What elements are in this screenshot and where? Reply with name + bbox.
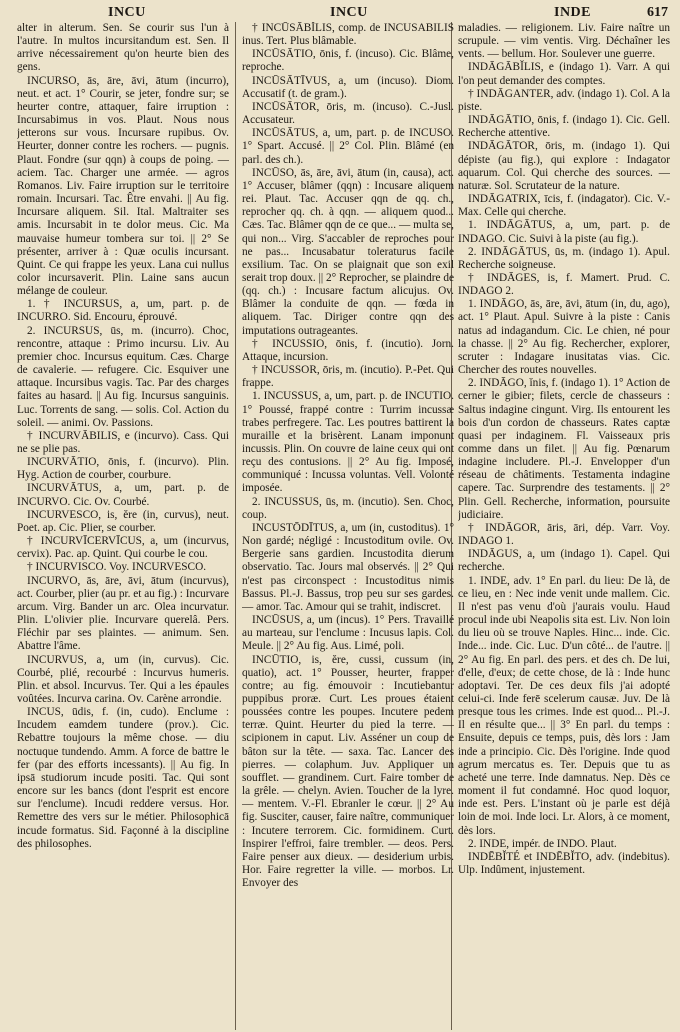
dictionary-entry: 2. INDĀGĀTUS, ūs, m. (indago 1). Apul. Recherche soigneuse. [458,245,670,271]
dictionary-entry: † INCURVĀBILIS, e (incurvo). Cass. Qui ne se plie pas. [17,429,229,455]
dictionary-entry: INCURVO, ās, āre, āvi, ātum (incurvus), act. Courber, plier (au pr. et au fig.) : Incurvare arcum. Virg. Bander un arc. Olea incurvatur. Plin. L'olivier plie. Incurvare querelâ. Pers. Fléchir par ses plaintes. — animum. Sen. Abattre l'âme. [17,574,229,653]
dictionary-entry: † INDĀGANTER, adv. (indago 1). Col. A la piste. [458,87,670,113]
dictionary-entry: maladies. — religionem. Liv. Faire naître un scrupule. — vim ventis. Virg. Déchaîner les vents. — bellum. Hor. Soulever une guerre. [458,22,670,61]
dictionary-entry: INCŪSUS, a, um (incus). 1° Pers. Travaillé au marteau, sur l'enclume : Incusus lapis. Col. Meule. || 2° Au fig. Aus. Limé, poli. [242,614,454,653]
dictionary-entry: 1. INDĀGĀTUS, a, um, part. p. de INDAGO. Cic. Suivi à la piste (au fig.). [458,219,670,245]
right-guide-word: INDE [554,5,592,20]
dictionary-entry: INCŪSĀTĪVUS, a, um (incuso). Diom. Accusatif (t. de gram.). [242,74,454,100]
dictionary-entry: INDĒBĬTÉ et INDĒBĬTO, adv. (indebitus). Ulp. Indûment, injustement. [458,850,670,876]
dictionary-entry: INDĀGATRIX, īcis, f. (indagator). Cic. V.-Max. Celle qui cherche. [458,193,670,219]
dictionary-entry: † INCURVISCO. Voy. INCURVESCO. [27,561,207,574]
dictionary-entry: 2. INDE, impér. de INDO. Plaut. [468,837,617,850]
dictionary-entry: INCŪSĀTIO, ōnis, f. (incuso). Cic. Blâme, reproche. [242,48,454,74]
column-center [242,22,454,1030]
dictionary-entry: INCŪTIO, is, ĕre, cussi, cussum (in, quatio), act. 1° Pousser, heurter, frapper contre; au fig. émouvoir : Incutiebantur puppibus proræ. Curt. Les proues étaient poussées contre les poupes. Incutere pedem terræ. Quint. Heurter du pied la terre. — scipionem in caput. Liv. Asséner un coup de bâton sur la tête. — saxa. Tac. Lancer des pierres. — colaphum. Juv. Appliquer un soufflet. — grandinem. Curt. Faire tomber de la grêle. — chelyn. Avien. Toucher de la lyre. — mentem. V.-Fl. Ebranler le cœur. || 2° Au fig. Susciter, causer, faire naître, communiquer : Incutere terrorem. Cic. formidinem. Curt. Inspirer l'effroi, faire trembler. — deos. Pers. Faire penser aux dieux. — desiderium urbis. Hor. Faire regretter la ville. — morbos. Lr. Envoyer des [242,653,454,890]
dictionary-entry: INCUSTŌDĪTUS, a, um (in, custoditus). 1° Non gardé; négligé : Incustoditum ovile. Ov. Bergerie sans gardien. Incustodita dierum observatio. Tac. Jours mal observés. || 2° Qui n'est pas circonspect : Incustoditus nimis Bassus. Pl.-J. Bassus, trop peu sur ses gardes. — amor. Tac. Amour qui se trahit, indiscret. [242,521,454,613]
column-right [458,22,670,1030]
dictionary-entry: † INDĀGES, is, f. Mamert. Prud. C. INDAGO 2. [458,271,670,298]
dictionary-entry: † INCURVĪCERVĪCUS, a, um (incurvus, cervix). Pac. ap. Quint. Qui courbe le cou. [17,535,229,561]
column-left [17,22,229,1030]
page-header [12,0,670,20]
page-number: 617 [647,5,668,20]
dictionary-entry: 2. INCURSUS, ūs, m. (incurro). Choc, rencontre, attaque : Primo incursu. Liv. Au premier choc. Incursus equitum. Cæs. Charge de cavalerie. — refugere. Cic. Esquiver une attaque. Incursibus vagis. Tac. Par des charges faites au hasard. || Au fig. Incursus sanguinis. Luc. Torrents de sang. — solis. Col. Action du soleil. — animi. Ov. Passions. [17,324,229,429]
dictionary-entry: † INCUSSOR, ōris, m. (incutio). P.-Pet. Qui frappe. [242,364,454,390]
dictionary-entry: INDĀGĀTIO, ōnis, f. (indago 1). Cic. Gell. Recherche attentive. [458,114,670,140]
center-guide-word: INCU [330,5,368,20]
dictionary-entry: INCURVUS, a, um (in, curvus). Cic. Courbé, plié, recourbé : Incurvus humeris. Plin. et absol. Incurvus. Ter. Qui a les épaules voûtées. Incurva carina. Ov. Carène arrondie. [17,653,229,705]
dictionary-entry: 1. † INCURSUS, a, um, part. p. de INCURRO. Sid. Encouru, éprouvé. [17,298,229,324]
dictionary-entry: INDĀGUS, a, um (indago 1). Capel. Qui recherche. [458,548,670,574]
dictionary-entry: † INCŪSĀBĬLIS, comp. de INCUSABILIS inus. Tert. Plus blâmable. [242,22,454,48]
dictionary-entry: INCURVĀTIO, ōnis, f. (incurvo). Plin. Hyg. Action de courber, courbure. [17,456,229,482]
dictionary-entry: INCUS, ūdis, f. (in, cudo). Enclume : Incudem eamdem tundere (prov.). Cic. Rebattre toujours la même chose. — diu noctuque tundendo. Amm. A force de battre le fer (par des efforts incessants). || Au fig. In ipsā studiorum incude positi. Tac. Qui sont encore sur les bancs (dont l'esprit est encore sur l'enclume). Incudi reddere versus. Hor. Remettre des vers sur le métier. Philosophicā incude formatus. Sid. Façonné à la discipline des philosophes. [17,706,229,850]
dictionary-entry: † INDĀGOR, āris, āri, dép. Varr. Voy. INDAGO 1. [458,521,670,548]
dictionary-entry: 1. INDE, adv. 1° En parl. du lieu: De là, de ce lieu, en : Nec inde venit unde mallem. Cic. Il n'est pas venu d'où j'aurais voulu. Haud procul inde ubi Neapolis sita est. Liv. Non loin du lieu où se trouve Naples. Hinc... inde. Cic. Inde... inde. Cic. Luc. D'un côté... de l'autre. || 2° Au fig. En parl. des pers. et des ch. De lui, d'elle, d'eux; de cette chose, de là : Inde hunc adoptavi. Ter. De ces deux fils j'ai adopté celui-ci. Inde ferē scelerum causæ. Juv. De là presque tous les crimes. Inde est quod... Pl.-J. Il en résulte que... || 3° En parl. du temps : Ensuite, depuis ce temps, puis, dès lors : Jam inde a principio. Cic. Dès l'origine. Inde quod agrum mercatus es. Ter. Depuis que tu as acheté une terre. Inde damnatus. Nep. Dès ce moment il fut condamné. Hoc quod loquor, inde est. Pers. L'instant où je parle est déjà loin de moi. Inde loci. Lr. Alors, à ce moment, dès lors. [458,574,670,837]
dictionary-entry: alter in alterum. Sen. Se courir sus l'un à l'autre. In multos incursitandum est. Sen. Il arrive nécessairement qu'on heurte bien des gens. [17,22,229,74]
dictionary-entry: INCURVESCO, is, ĕre (in, curvus), neut. Poet. ap. Cic. Plier, se courber. [17,508,229,534]
dictionary-entry: INCURVĀTUS, a, um, part. p. de INCURVO. Cic. Ov. Courbé. [17,482,229,508]
dictionary-entry: INDĀGĀBĬLIS, e (indago 1). Varr. A qui l'on peut demander des comptes. [458,61,670,87]
dictionary-entry: INCURSO, ās, āre, āvi, ātum (incurro), neut. et act. 1° Courir, se jeter, fondre sur; se heurter contre, attaquer, faire irruption : Incursabimus in vos. Plaut. Nous nous jetterons sur vous. Incursare rupibus. Ov. Heurter, donner contre les rochers. — pugnis. Plaut. Fondre (sur qqn) à coups de poing. — aciem. Tac. Charger une armée. — agros Romanos. Liv. Faire irruption sur le territoire romain. Incursari. Tac. Être envahi. || Au fig. Incursare aliquem. Sil. Ital. Maltraiter ses amis. Incursabit in te dolor meus. Cic. Ma mauvaise humeur tombera sur toi. || 2° Se présenter, arriver à : Quæ oculis incursant. Quint. Ce qui frappe les yeux. Lana cui nullus color incursaverit. Plin. Laine sans aucun mélange de couleur. [17,74,229,298]
dictionary-entry: INCŪSĀTOR, ōris, m. (incuso). C.-Jusl. Accusateur. [242,100,454,127]
left-guide-word: INCU [108,5,146,20]
dictionary-entry: 1. INCUSSUS, a, um, part. p. de INCUTIO. 1° Poussé, frappé contre : Turrim incussæ trabes perfregere. Tac. Les poutres battirent la muraille et la brisèrent. Lanam imponunt incussis. Plin. On couvre de laine ceux qui ont reçu des contusions. || 2° Au fig. Imposé, communiqué : Incussa voluntas. Vell. Volonté imposée. [242,390,454,495]
dictionary-entry: 2. INCUSSUS, ūs, m. (incutio). Sen. Choc, coup. [242,495,454,521]
dictionary-entry: 1. INDĀGO, ās, āre, āvi, ātum (in, du, ago), act. 1° Plaut. Apul. Suivre à la piste : Canis natus ad indagandum. Cic. Le chien, né pour la chasse. || 2° Au fig. Rechercher, explorer, scruter : Indagare inusitatas vias. Cic. Chercher des routes nouvelles. [458,298,670,377]
dictionary-entry: INCŪSO, ās, āre, āvi, ātum (in, causa), act. 1° Accuser, blâmer (qqn) : Incusare aliquem rei. Plaut. Tac. Accuser qqn de qq. ch., reprocher qq. ch. à qqn. — aliquem quod... Cæs. Tac. Blâmer qqn de ce que... — multa se, qui non... Virg. S'accabler de reproches pour ne pas... Incusabatur toleraturus facile exsilium. Tac. On se plaignait que son exil serait trop doux. || 2° Reprocher, se plaindre de (qq. ch.) : Incusare factum alicujus. Ov. Blâmer la conduite de qqn. — fœda in aliquem. Tac. Diriger contre qqn des imputations outrageantes. [242,166,454,337]
dictionary-entry: † INCUSSIO, ōnis, f. (incutio). Jorn. Attaque, incursion. [242,337,454,363]
dictionary-entry: INDĀGĀTOR, ōris, m. (indago 1). Qui dépiste (au fig.), qui explore : Indagator aquarum. Col. Qui cherche des sources. — naturæ. Sol. Scrutateur de la nature. [458,140,670,192]
column-divider [235,22,236,1030]
dictionary-entry: INCŪSĀTUS, a, um, part. p. de INCUSO. 1° Spart. Accusé. || 2° Col. Plin. Blâmé (en parl. des ch.). [242,127,454,166]
dictionary-entry: 2. INDĀGO, ĭnis, f. (indago 1). 1° Action de cerner le gibier; filets, cercle de chasseurs : Saltus indagine cingunt. Virg. Ils entourent les bois d'un cordon de chasseurs. Rates captæ quasi per indaginem. Fl. Vaisseaux pris comme dans un filet. || Au fig. Pœnarum indagine includere. Pl.-J. Envelopper d'un réseau de châtiments. Testamenta indagine capere. Tac. Surprendre des testaments. || 2° Plin. Gell. Recherche, information, poursuite judiciaire. [458,377,670,521]
